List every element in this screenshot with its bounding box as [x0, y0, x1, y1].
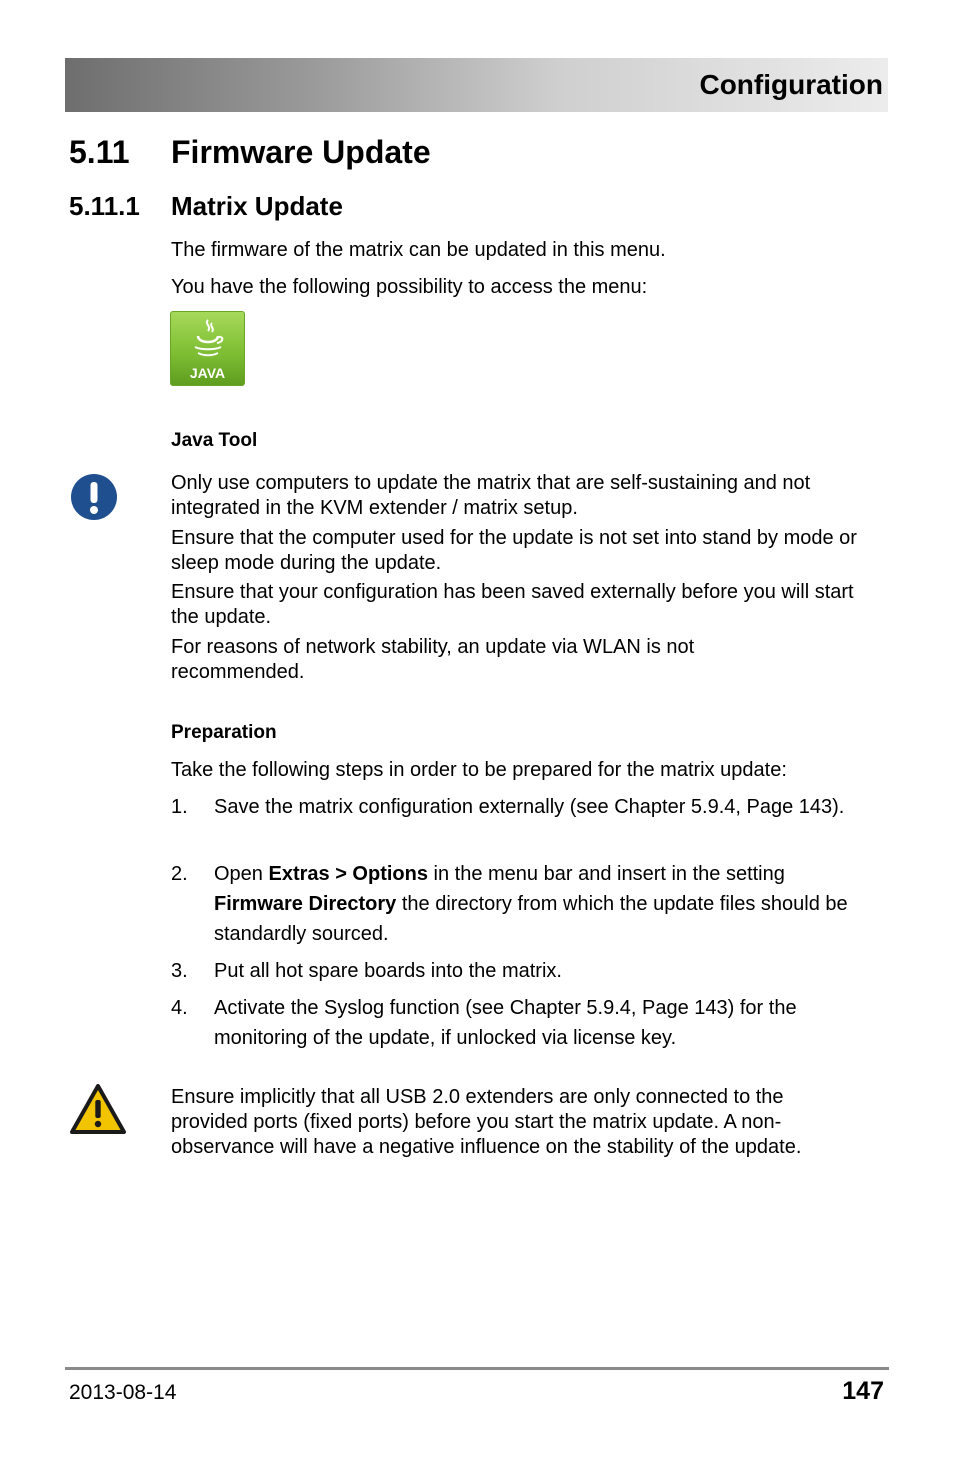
- java-icon-label: JAVA: [189, 365, 226, 381]
- info-exclamation-icon: [70, 473, 118, 521]
- subsection-title: Matrix Update: [171, 191, 343, 221]
- list-number: 1.: [171, 796, 188, 818]
- preparation-intro: Take the following steps in order to be prepared for the matrix update:: [171, 759, 787, 781]
- list-text-part: Open: [214, 863, 269, 885]
- setting-name: Firmware Directory: [214, 893, 397, 915]
- intro-paragraph-2: You have the following possibility to access the menu:: [171, 276, 648, 298]
- header-title: Configuration: [699, 69, 883, 100]
- list-number: 4.: [171, 997, 188, 1019]
- note-paragraph-2: Ensure that the computer used for the update is not set into stand by mode or sleep mode during the update.: [171, 527, 857, 574]
- header-bar: [65, 58, 888, 112]
- list-number: 2.: [171, 863, 188, 885]
- list-number: 3.: [171, 960, 188, 982]
- footer-date: 2013-08-14: [69, 1381, 177, 1404]
- warning-triangle-icon: [69, 1083, 127, 1135]
- list-text-part: in the menu bar and insert in the setting: [427, 863, 785, 885]
- java-tool-caption: Java Tool: [171, 430, 258, 451]
- note-paragraph-4: For reasons of network stability, an update via WLAN is not recommended.: [171, 636, 695, 683]
- java-icon: [170, 311, 245, 386]
- subsection-heading: [69, 191, 343, 222]
- page-number: 147: [842, 1377, 884, 1405]
- section-title: Firmware Update: [171, 134, 431, 170]
- warning-text: Ensure implicitly that all USB 2.0 extenders are only connected to the provided ports (fixed ports) before you start the matrix update. A non-observance will have a negative influence on the stability of the update.: [171, 1086, 802, 1158]
- java-cup-icon: [171, 314, 244, 364]
- list-text: [214, 859, 874, 949]
- list-text: Put all hot spare boards into the matrix.: [214, 960, 562, 982]
- intro-paragraph-1: The firmware of the matrix can be updated in this menu.: [171, 239, 666, 261]
- footer-divider: [65, 1367, 889, 1370]
- section-number: 5.11: [69, 134, 130, 170]
- list-text-part: the directory from which the update files should be standardly sourced.: [214, 893, 848, 945]
- section-heading: [69, 134, 431, 171]
- list-text: Save the matrix configuration externally (see Chapter 5.9.4, Page 143).: [214, 796, 845, 818]
- menu-path: Extras > Options: [268, 863, 428, 885]
- preparation-heading: Preparation: [171, 722, 277, 743]
- note-paragraph-1: Only use computers to update the matrix that are self-sustaining and not integrated in the KVM extender / matrix setup.: [171, 472, 811, 519]
- list-text: Activate the Syslog function (see Chapter 5.9.4, Page 143) for the monitoring of the update, if unlocked via license key.: [214, 997, 797, 1049]
- note-paragraph-3: Ensure that your configuration has been saved externally before you will start the update.: [171, 581, 854, 628]
- subsection-number: 5.11.1: [69, 191, 140, 221]
